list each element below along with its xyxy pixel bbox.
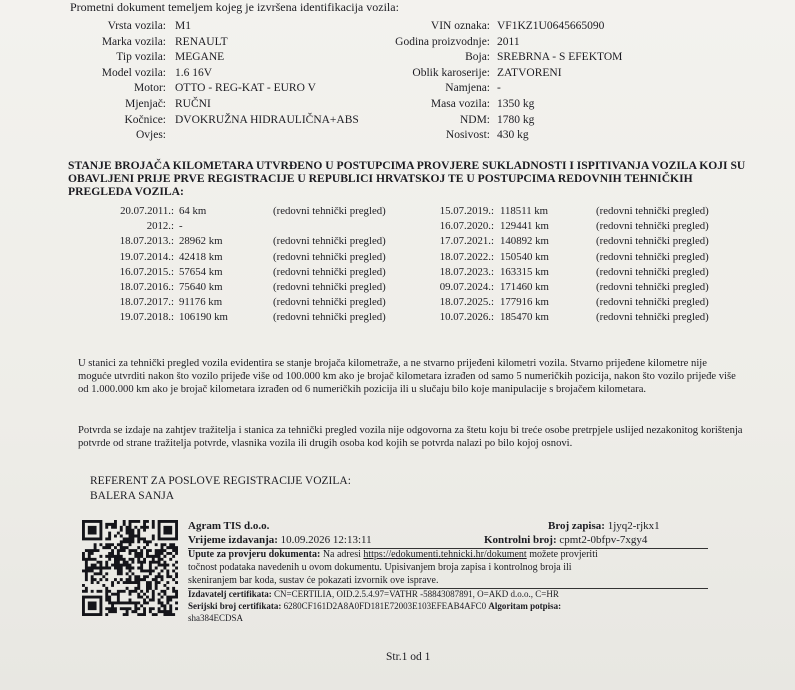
- odometer-date: 18.07.2016.:: [119, 281, 174, 293]
- signature-algorithm-value: sha384ECDSA: [188, 613, 244, 623]
- odometer-note: (redovni tehnički pregled): [596, 235, 709, 248]
- odometer-reading: -: [179, 220, 183, 233]
- vehicle-field-label: NDM:: [459, 113, 490, 126]
- odometer-date: 16.07.2015.:: [119, 265, 174, 278]
- odometer-date: 18.07.2017.:: [119, 296, 174, 309]
- odometer-date: 15.07.2019.:: [439, 205, 494, 217]
- control-number: [484, 534, 647, 546]
- intro-text: Prometni dokument temeljem kojeg je izvršena identifikacija vozila:: [70, 0, 399, 14]
- odometer-note: (redovni tehnički pregled): [273, 296, 386, 309]
- qr-code-icon[interactable]: [82, 520, 178, 616]
- certificate-serial-label: Serijski broj certifikata:: [188, 601, 282, 611]
- vehicle-field-label: Model vozila:: [101, 66, 166, 79]
- odometer-date: 16.07.2020.:: [439, 220, 494, 233]
- odometer-reading: 42418 km: [179, 250, 223, 263]
- certificate-serial: [188, 601, 561, 611]
- odometer-reading: 129441 km: [500, 220, 549, 233]
- odometer-date: 19.07.2018.:: [119, 311, 174, 324]
- odometer-date: 10.07.2026.:: [439, 311, 494, 324]
- vehicle-field-value: SREBRNA - S EFEKTOM: [497, 51, 623, 64]
- odometer-note: (redovni tehnički pregled): [596, 220, 709, 233]
- issue-time-label: Vrijeme izdavanja:: [188, 534, 278, 546]
- certificate-issuer: [188, 589, 559, 599]
- vehicle-field-value: 1.6 16V: [175, 66, 213, 79]
- liability-paragraph: Potvrda se izdaje na zahtjev tražitelja i stanica za tehnički pregled vozila nije odgovorna za štetu koju bi treće osobe pretrpjele uslijed nezakonitog korištenja potvrde od strane tražitelja potvrde, vlasnika vozila ili drugih osoba kod kojih se potvrda nalazi po bilo kojoj osnovi.: [78, 425, 743, 449]
- vehicle-field-label: Godina proizvodnje:: [395, 35, 490, 48]
- certificate-serial-value: 6280CF161D2A8A0FD181E72003E103EFEAB4AFC0: [283, 601, 487, 611]
- referent-name: BALERA SANJA: [90, 490, 175, 502]
- odometer-date: 18.07.2023.:: [439, 265, 494, 278]
- record-number-label: Broj zapisa:: [548, 520, 605, 532]
- odometer-note: (redovni tehnički pregled): [596, 281, 709, 293]
- certificate-issuer-value: CN=CERTILIA, OID.2.5.4.97=VATHR -58843087891, O=AKD d.o.o., C=HR: [273, 589, 559, 599]
- referent-title: REFERENT ZA POSLOVE REGISTRACIJE VOZILA:: [90, 475, 351, 487]
- vehicle-field-label: Kočnice:: [124, 113, 166, 126]
- vehicle-field-value: ZATVORENI: [497, 66, 562, 79]
- vehicle-field-value: VF1KZ1U0645665090: [497, 20, 605, 32]
- signature-algorithm-label: Algoritam potpisa:: [488, 601, 562, 611]
- vehicle-field-value: OTTO - REG-KAT - EURO V: [175, 82, 316, 95]
- odometer-note: (redovni tehnički pregled): [273, 311, 386, 324]
- odometer-reading: 163315 km: [500, 265, 549, 278]
- vehicle-field-value: 430 kg: [497, 129, 529, 142]
- odometer-date: 18.07.2013.:: [119, 235, 174, 248]
- vehicle-field-label: Nosivost:: [445, 129, 490, 142]
- vehicle-field-value: RUČNI: [175, 98, 211, 110]
- vehicle-field-value: DVOKRUŽNA HIDRAULIČNA+ABS: [175, 113, 359, 126]
- odometer-date: 18.07.2025.:: [439, 296, 494, 309]
- verify-label: Upute za provjeru dokumenta:: [188, 549, 321, 560]
- vehicle-field-label: Tip vozila:: [116, 51, 166, 64]
- odometer-note: (redovni tehnički pregled): [596, 265, 709, 278]
- odometer-heading: STANJE BROJAČA KILOMETARA UTVRĐENO U POSTUPCIMA PROVJERE SUKLADNOSTI I ISPITIVANJA VOZILA KOJI SU OBAVLJENI PRIJE PRVE REGISTRACIJE U REPUBLICI HRVATSKOJ TE U POSTUPCIMA REDOVNIH TEHNIČKIH PREGLEDA VOZILA:: [68, 159, 746, 198]
- odometer-reading: 140892 km: [500, 235, 549, 248]
- odometer-date: 2012.:: [146, 220, 174, 233]
- disclaimer-paragraph: U stanici za tehnički pregled vozila evidentira se stanje brojača kilometraže, a ne stvarno prijeđeni kilometri vozila. Stvarno prijeđene kilometre nije moguće utvrditi nakon što vozilo prijeđe više od 100.000 km ako je brojač kilometara izrađen od samo 5 numeričkih pozicija, nakon što vozilo prijeđe više od 1.000.000 km ako je brojač kilometara izrađen od 6 numeričkih pozicija ili u slučaju bilo koje manipulacije s brojačem kilometara.: [78, 358, 736, 395]
- odometer-reading: 106190 km: [179, 311, 228, 324]
- odometer-note: (redovni tehnički pregled): [596, 205, 709, 217]
- vehicle-field-label: Vrsta vozila:: [107, 20, 166, 32]
- vehicle-field-label: Ovjes:: [135, 129, 166, 142]
- vehicle-field-label: Boja:: [465, 51, 490, 64]
- vehicle-field-label: Namjena:: [445, 82, 490, 95]
- odometer-reading: 171460 km: [500, 281, 549, 293]
- control-number-value: cpmt2-0bfpv-7xgy4: [559, 534, 648, 546]
- verify-text-a: Na adresi: [322, 549, 361, 560]
- odometer-note: (redovni tehnički pregled): [596, 250, 709, 263]
- odometer-note: (redovni tehnički pregled): [273, 235, 386, 248]
- vehicle-field-label: Oblik karoserije:: [412, 66, 490, 79]
- odometer-note: (redovni tehnički pregled): [273, 205, 386, 217]
- odometer-date: 18.07.2022.:: [439, 250, 494, 263]
- vehicle-field-value: 1350 kg: [497, 98, 535, 110]
- verify-line-3: skeniranjem bar koda, sustav će pokazati izvornik ove isprave.: [188, 575, 439, 586]
- odometer-date: 19.07.2014.:: [119, 250, 174, 263]
- odometer-note: (redovni tehnički pregled): [273, 281, 386, 293]
- odometer-date: 17.07.2021.:: [439, 235, 494, 248]
- odometer-note: (redovni tehnički pregled): [273, 265, 386, 278]
- vehicle-field-label: Mjenjač:: [125, 98, 166, 110]
- vehicle-field-value: MEGANE: [175, 51, 225, 64]
- vehicle-field-label: Motor:: [134, 82, 166, 95]
- odometer-reading: 177916 km: [500, 296, 549, 309]
- odometer-reading: 75640 km: [179, 281, 223, 293]
- vehicle-field-value: 2011: [497, 35, 520, 48]
- record-number: [548, 520, 660, 532]
- vehicle-field-label: Marka vozila:: [101, 35, 166, 48]
- odometer-reading: 150540 km: [500, 250, 549, 263]
- vehicle-field-value: 1780 kg: [497, 113, 535, 126]
- verify-line-1: [188, 549, 598, 560]
- certificate-issuer-label: Izdavatelj certifikata:: [188, 589, 272, 599]
- vehicle-field-value: -: [497, 82, 501, 95]
- vehicle-field-label: Masa vozila:: [430, 98, 490, 110]
- verify-text-b: možete provjeriti: [529, 549, 598, 560]
- odometer-date: 20.07.2011.:: [120, 205, 174, 217]
- control-number-label: Kontrolni broj:: [484, 534, 557, 546]
- odometer-reading: 91176 km: [179, 296, 223, 309]
- odometer-reading: 64 km: [179, 205, 207, 217]
- page-number: Str.1 od 1: [386, 651, 431, 663]
- odometer-note: (redovni tehnički pregled): [596, 311, 709, 324]
- issue-time: [188, 534, 372, 546]
- vehicle-field-label: VIN oznaka:: [430, 20, 490, 32]
- odometer-reading: 57654 km: [179, 265, 223, 278]
- issue-time-value: 10.09.2026 12:13:11: [280, 534, 372, 546]
- vehicle-field-value: M1: [175, 20, 191, 32]
- odometer-reading: 185470 km: [500, 311, 549, 324]
- verify-link[interactable]: https://edokumenti.tehnicki.hr/dokument: [363, 549, 527, 560]
- odometer-reading: 28962 km: [179, 235, 223, 248]
- verify-line-2: točnost podataka navedenih u ovom dokumentu. Upisivanjem broja zapisa i kontrolnog broja ili: [188, 562, 572, 573]
- odometer-note: (redovni tehnički pregled): [596, 296, 709, 309]
- odometer-reading: 118511 km: [500, 205, 549, 217]
- record-number-value: 1jyq2-rjkx1: [607, 520, 660, 532]
- odometer-note: (redovni tehnički pregled): [273, 250, 386, 263]
- odometer-date: 09.07.2024.:: [439, 281, 494, 293]
- issuer-name: Agram TIS d.o.o.: [188, 520, 270, 532]
- vehicle-field-value: RENAULT: [175, 35, 228, 48]
